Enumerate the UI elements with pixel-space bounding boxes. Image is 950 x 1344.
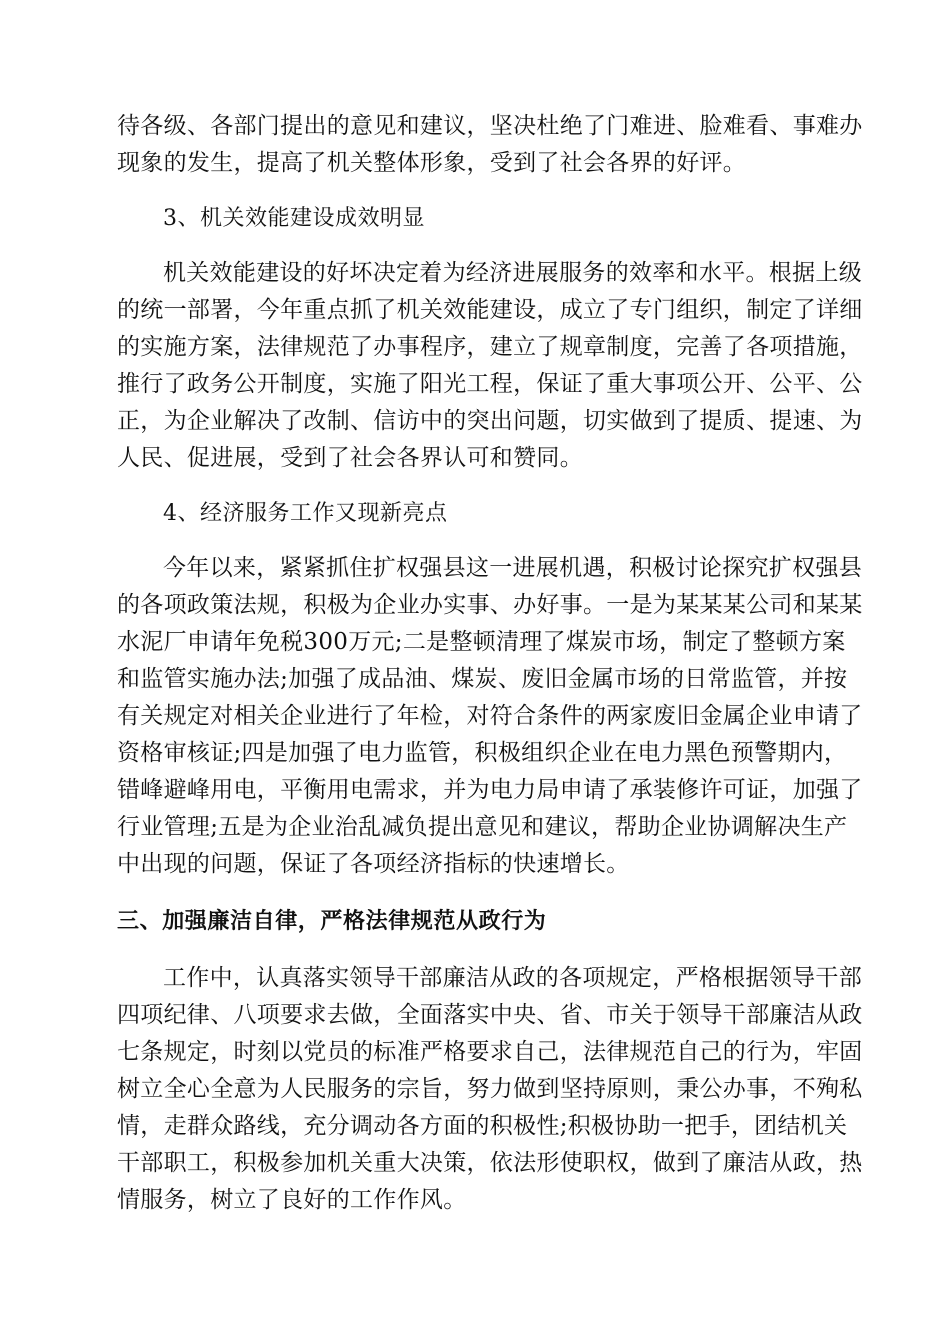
- text-line: 四项纪律、八项要求去做，全面落实中央、省、市关于领导干部廉洁从政: [117, 1002, 863, 1028]
- text-line: 的实施方案，法律规范了办事程序，建立了规章制度，完善了各项措施，: [117, 334, 863, 360]
- paragraph-continued: [117, 108, 863, 182]
- text-line: 情，走群众路线，充分调动各方面的积极性;积极协助一把手，团结机关: [117, 1113, 848, 1139]
- text-line: 和监管实施办法;加强了成品油、煤炭、废旧金属市场的日常监管，并按: [117, 666, 848, 692]
- paragraph-integrity: [117, 960, 863, 1219]
- text-line: 的统一部署，今年重点抓了机关效能建设，成立了专门组织，制定了详细: [117, 297, 863, 323]
- text-line: 资格审核证;四是加强了电力监管，积极组织企业在电力黑色预警期内，: [117, 740, 848, 766]
- subheading-economic-service: 4、经济服务工作又现新亮点: [163, 501, 448, 526]
- paragraph-efficiency: [117, 255, 863, 477]
- text-line: 的各项政策法规，积极为企业办实事、办好事。一是为某某某公司和某某: [117, 592, 863, 618]
- text-line: 情服务，树立了良好的工作作风。: [117, 1187, 467, 1213]
- subheading-efficiency: 3、机关效能建设成效明显: [163, 206, 425, 231]
- text-line: 错峰避峰用电，平衡用电需求，并为电力局申请了承装修许可证，加强了: [117, 777, 863, 803]
- text-line: 工作中，认真落实领导干部廉洁从政的各项规定，严格根据领导干部: [163, 965, 862, 991]
- section-heading-integrity: 三、加强廉洁自律，严格法律规范从政行为: [117, 909, 547, 934]
- text-line: 推行了政务公开制度，实施了阳光工程，保证了重大事项公开、公平、公: [117, 371, 863, 397]
- text-line: 干部职工，积极参加机关重大决策，依法形使职权，做到了廉洁从政，热: [117, 1150, 863, 1176]
- text-line: 人民、促进展，受到了社会各界认可和赞同。: [117, 445, 583, 471]
- text-line: 正，为企业解决了改制、信访中的突出问题，切实做到了提质、提速、为: [117, 408, 863, 434]
- text-line: 中出现的问题，保证了各项经济指标的快速增长。: [117, 851, 630, 877]
- text-line: 七条规定，时刻以党员的标准严格要求自己，法律规范自己的行为，牢固: [117, 1039, 863, 1065]
- paragraph-economic-service: [117, 550, 863, 883]
- text-line: 待各级、各部门提出的意见和建议，坚决杜绝了门难进、脸难看、事难办: [117, 113, 863, 139]
- text-line: 现象的发生，提高了机关整体形象，受到了社会各界的好评。: [117, 150, 747, 176]
- text-line: 树立全心全意为人民服务的宗旨，努力做到坚持原则，秉公办事，不殉私: [117, 1076, 863, 1102]
- text-line: 水泥厂申请年免税300万元;二是整顿清理了煤炭市场，制定了整顿方案: [117, 629, 846, 655]
- text-line: 机关效能建设的好坏决定着为经济进展服务的效率和水平。根据上级: [163, 260, 862, 286]
- text-line: 行业管理;五是为企业治乱减负提出意见和建议，帮助企业协调解决生产: [117, 814, 848, 840]
- text-line: 有关规定对相关企业进行了年检，对符合条件的两家废旧金属企业申请了: [117, 703, 863, 729]
- document-page: [117, 108, 863, 1219]
- text-line: 今年以来，紧紧抓住扩权强县这一进展机遇，积极讨论探究扩权强县: [163, 555, 862, 581]
